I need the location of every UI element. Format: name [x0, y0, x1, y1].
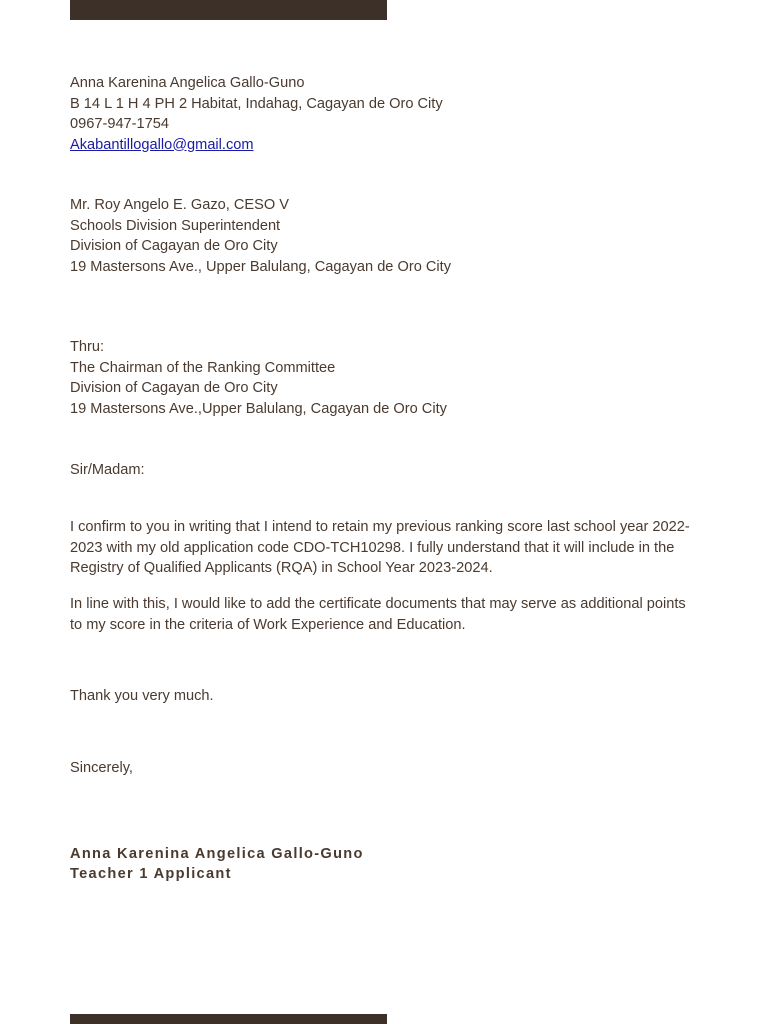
body-paragraph-2: In line with this, I would like to add the certificate documents that may serve as additional points to my score in the criteria of Work Experience and Education.	[70, 596, 686, 633]
recipient-address: 19 Mastersons Ave., Upper Balulang, Cagayan de Oro City	[70, 258, 451, 275]
thanks-line: Thank you very much.	[70, 688, 214, 704]
sender-email-link[interactable]: Akabantillogallo@gmail.com	[70, 136, 254, 153]
thru-division: Division of Cagayan de Oro City	[70, 380, 278, 396]
recipient-block	[70, 195, 451, 277]
recipient-division: Division of Cagayan de Oro City	[70, 238, 278, 254]
closing: Sincerely,	[70, 760, 133, 776]
sender-name: Anna Karenina Angelica Gallo-Guno	[70, 75, 305, 91]
recipient-name: Mr. Roy Angelo E. Gazo, CESO V	[70, 197, 289, 213]
salutation: Sir/Madam:	[70, 462, 145, 478]
sender-phone: 0967-947-1754	[70, 116, 169, 132]
sender-address: B 14 L 1 H 4 PH 2 Habitat, Indahag, Cagayan de Oro City	[70, 95, 443, 112]
thru-address: 19 Mastersons Ave.,Upper Balulang, Cagayan de Oro City	[70, 400, 447, 417]
body-paragraph-1: I confirm to you in writing that I intend to retain my previous ranking score last school year 2022-2023 with my old application code CDO-TCH10298. I fully understand that it will include in the Registry of Qualified Applicants (RQA) in School Year 2023-2024.	[70, 519, 690, 576]
top-decorative-bar	[70, 0, 387, 20]
recipient-title: Schools Division Superintendent	[70, 217, 281, 234]
thru-block	[70, 337, 447, 419]
signature-name: Anna Karenina Angelica Gallo-Guno	[70, 846, 364, 862]
signature-position: Teacher 1 Applicant	[70, 866, 232, 882]
thru-name: The Chairman of the Ranking Committee	[70, 359, 336, 376]
sender-block	[70, 73, 443, 155]
bottom-decorative-bar	[70, 1014, 387, 1024]
thru-label: Thru:	[70, 339, 105, 355]
